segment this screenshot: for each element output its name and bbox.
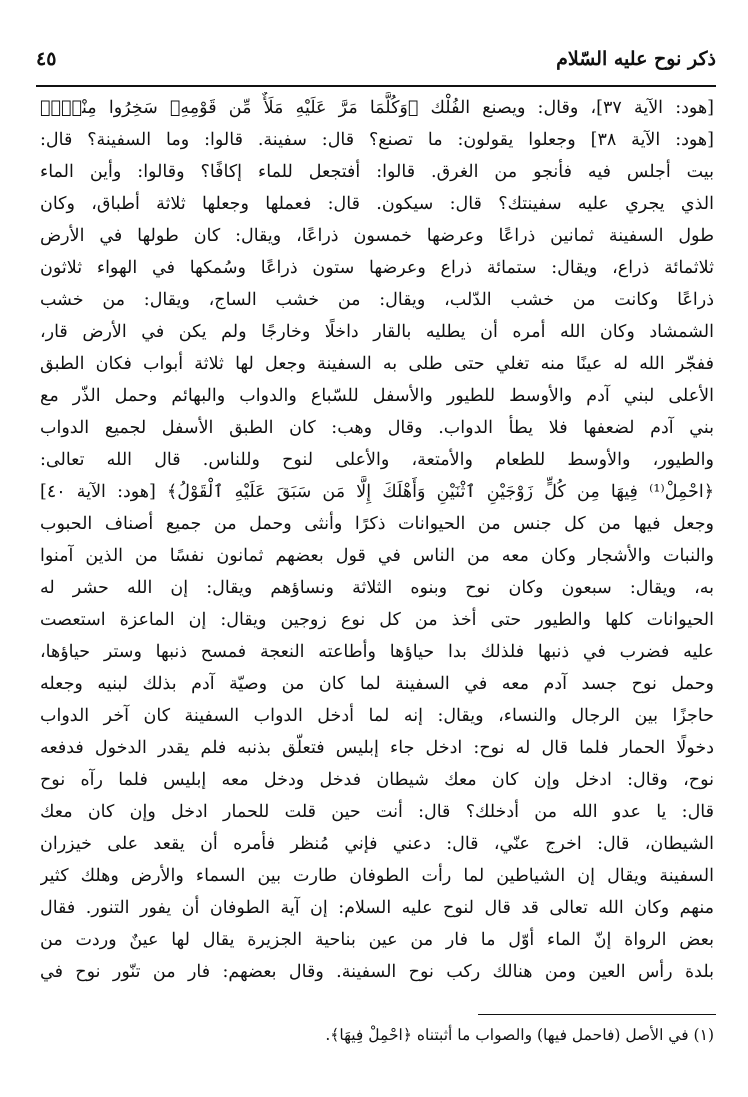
text-line: دخولًا الحمار فلما قال له نوح: ادخل جاء إبليس فتعلّق بذنبه فلم يقدر الدخول فدفعه [40,738,714,758]
text-line: ثلاثمائة ذراع، ويقال: ستمائة ذراع وعرضها ستون ذراعًا وسُمكها في الهواء ثلاثون [40,258,714,278]
text-line: والنبات والأشجار وكان معه من الناس في قول بعضهم ثمانون نفسًا من الذين آمنوا [40,546,714,566]
text-line: الشمشاد وكان الله أمره أن يطليه بالقار داخلًا وخارجًا ولم يكن في الأرض قار، [40,322,714,342]
text-line: عليه فضرب في ذنبها فلذلك بدا حياؤها وأطاعته النعجة فمسح ذنبها وستر حياؤها، [40,642,714,662]
text-line: ذراعًا وكانت من خشب الدّلب، ويقال: من خشب الساج، ويقال: من خشب [40,290,714,310]
text-line: [هود: الآية ٣٨] وجعلوا يقولون: ما تصنع؟ قال: سفينة. قالوا: وما السفينة؟ قال: [40,130,714,150]
text-line: بني آدم لضعفها فلا يطأ الدواب. وقال وهب: كان الطبق الأسفل لجميع الدواب [40,418,714,438]
footnote-rule [478,1014,716,1015]
text-line: بعض الرواة إنّ الماء أوّل ما فار من عين بناحية الجزيرة يقال لها عينٌ وردت من [40,930,714,950]
text-line: الذي يجري عليه سفينتك؟ قال: سيكون. قال: فعملها وجعلها ثلاثة أطباق، وكان [40,194,714,214]
text-line: منهم وكان الله تعالى قد قال لنوح عليه السلام: إن آية الطوفان أن يفور التنور. فقال [40,898,714,918]
text-line: قال: يا عدو الله من أدخلك؟ قال: أنت حين قلت للحمار ادخل وإن كان معك [40,802,714,822]
text-line: حاجزًا بين الرجال والنساء، ويقال: إنه لما أدخل الدواب السفينة كان آخر الدواب [40,706,714,726]
quran-verse-line: ﴿احْمِلْ⁽¹⁾ فِيهَا مِن كُلٍّ زَوْجَيْنِ ٱثْنَيْنِ وَأَهْلَكَ إِلَّا مَن سَبَقَ عَلَيْهِ ٱلْقَوْلُ﴾ [هود: الآية ٤٠] [40,482,714,502]
text-line: ففجّر الله له عينًا منه تغلي حتى طلى به السفينة وجعل لها ثلاثة أبواب فكان الطبق [40,354,714,374]
text-line: وجعل فيها من كل جنس من الحيوانات ذكرًا وأنثى وحمل من جميع أصناف الحبوب [40,514,714,534]
page-number: ٤٥ [36,48,57,70]
text-line: [هود: الآية ٣٧]، وقال: ويصنع الفُلْك ﴿وَكُلَّمَا مَرَّ عَلَيْهِ مَلَأٌ مِّن قَوْمِهِۦ سَخِرُوا مِنْهُۚ﴾ [40,98,714,118]
text-line: الشيطان، قال: اخرج عنّي، قال: دعني فإني مُنظر فأمره أن يقعد على خيزران [40,834,714,854]
text-line: بيت أجلس فيه فأنجو من الغرق. قالوا: أفتجعل للماء إكافًا؟ وقالوا: وأين الماء [40,162,714,182]
page-header [36,44,716,80]
footnote: (١) في الأصل (فاحمل فيها) والصواب ما أثبتناه ﴿احْمِلْ فِيهَا﴾. [325,1026,714,1044]
header-rule [36,85,716,87]
text-line: بلدة رأس العين ومن هنالك ركب نوح السفينة. وقال بعضهم: فار من تنّور نوح في [40,962,714,982]
text-line: الحيوانات كلها والطيور حتى أخذ من كل نوع زوجين ويقال: إن الماعزة استعصت [40,610,714,630]
text-line: به، ويقال: سبعون وكان نوح وبنوه الثلاثة ونساؤهم ويقال: إن الله حشر له [40,578,714,598]
running-title: ذكر نوح عليه السّلام [556,48,716,70]
text-line: والطيور، والأوسط للطعام والأمتعة، والأعلى لنوح وللناس. قال الله تعالى: [40,450,714,470]
body-text [40,92,714,988]
text-line: السفينة ويقال إن الشياطين لما رأت الطوفان طارت بين السماء والأرض وهلك كثير [40,866,714,886]
text-line: الأعلى لبني آدم والأوسط للطيور والأسفل للسّباع والدواب والبهائم وحمل الذّر مع [40,386,714,406]
text-line: طول السفينة ثمانين ذراعًا وعرضها خمسون ذراعًا، ويقال: كان طولها في الأرض [40,226,714,246]
text-line: وحمل نوح جسد آدم معه في السفينة لما كان من وصيّة آدم بذلك لبنيه وجعله [40,674,714,694]
text-line: نوح، وقال: ادخل وإن كان معك شيطان فدخل ودخل معه إبليس فلما رآه نوح [40,770,714,790]
